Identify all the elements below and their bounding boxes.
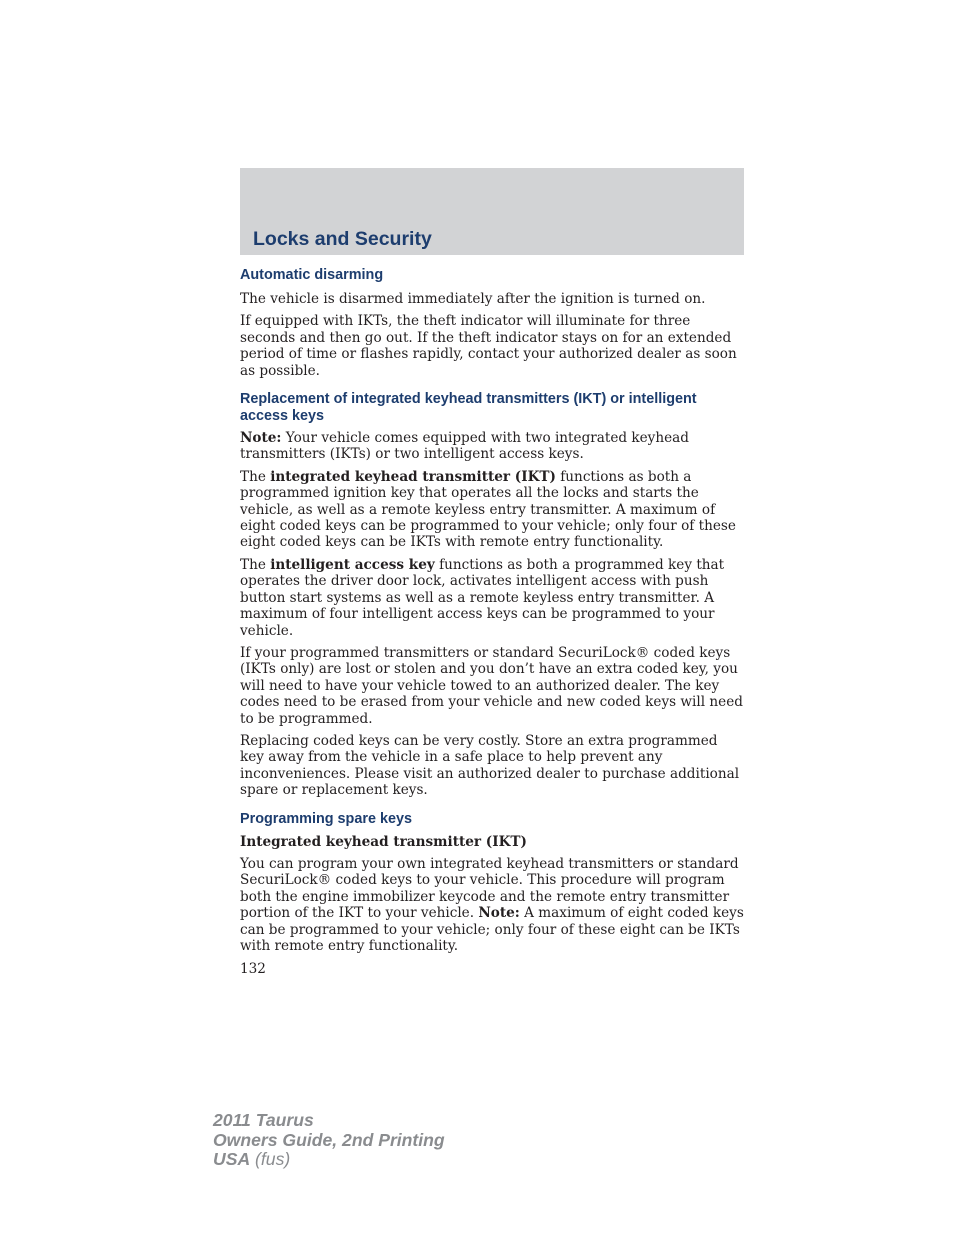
paragraph-costly: Replacing coded keys can be very costly. Store an extra programmed key away from the vehicle in a safe place to help prevent any inconveniences. Please visit an authorized dealer to purchase additional spare or replacement keys. [240, 732, 740, 799]
footer-line-3 [213, 1150, 445, 1170]
footer [213, 1111, 445, 1170]
iak-post: functions as both a programmed key that operates the driver door lock, activates intelligent access with push button start systems as well as a remote keyless entry transmitter. A maximum of four intelligent access keys can be programmed to your vehicle. [240, 556, 725, 639]
footer-line-1: 2011 Taurus [213, 1110, 314, 1130]
heading-automatic-disarming: Automatic disarming [240, 267, 384, 283]
programming-pre: You can program your own integrated keyhead transmitters or standard SecuriLock® coded keys to your vehicle. This procedure will program both the engine immobilizer keycode and the remote entry transmitter portion of the IKT to your vehicle. [240, 855, 739, 922]
heading-replacement: Replacement of integrated keyhead transmitters (IKT) or intelligent access keys [240, 391, 697, 425]
subheading-ikt: Integrated keyhead transmitter (IKT) [240, 833, 527, 850]
section-header-band [240, 168, 744, 255]
footer-line-2: Owners Guide, 2nd Printing [213, 1129, 445, 1150]
footer-region-code: (fus) [250, 1149, 291, 1169]
page-number: 132 [240, 961, 266, 977]
paragraph-disarm-2: If equipped with IKTs, the theft indicator will illuminate for three seconds and then go out. If the theft indicator stays on for an extended period of time or flashes rapidly, contact your authorized dealer as soon as possible. [240, 313, 737, 379]
ikt-post: functions as both a programmed ignition key that operates all the locks and starts the vehicle, as well as a remote keyless entry transmitter. A maximum of eight coded keys can be programmed to your vehicle; only four of these eight coded keys can be IKTs with remote entry functionality. [240, 468, 736, 551]
paragraph-note [240, 430, 744, 463]
section-title: Locks and Security [253, 228, 432, 250]
note-label: Note: [240, 430, 282, 447]
ikt-pre: The [240, 468, 271, 485]
paragraph-lost-keys: If your programmed transmitters or standard SecuriLock® coded keys (IKTs only) are lost or stolen and you don’t have an extra coded key, you will need to have your vehicle towed to an authorized dealer. The key codes need to be erased from your vehicle and new coded keys will need to be programmed. [240, 644, 743, 727]
programming-note-label: Note: [478, 905, 520, 922]
iak-pre: The [240, 556, 271, 573]
note-text: Your vehicle comes equipped with two integrated keyhead transmitters (IKTs) or two intelligent access keys. [240, 430, 689, 463]
iak-term: intelligent access key [270, 556, 435, 573]
paragraph-disarm-1: The vehicle is disarmed immediately after the ignition is turned on. [240, 291, 706, 307]
paragraph-programming [240, 856, 744, 954]
paragraph-ikt [240, 469, 744, 551]
programming-post: A maximum of eight coded keys can be programmed to your vehicle; only four of these eight can be IKTs with remote entry functionality. [240, 905, 744, 954]
ikt-term: integrated keyhead transmitter (IKT) [270, 468, 556, 485]
paragraph-intelligent-access [240, 557, 744, 639]
footer-region: USA [213, 1149, 251, 1169]
heading-programming-spare-keys: Programming spare keys [240, 810, 412, 827]
page-content [240, 267, 744, 954]
